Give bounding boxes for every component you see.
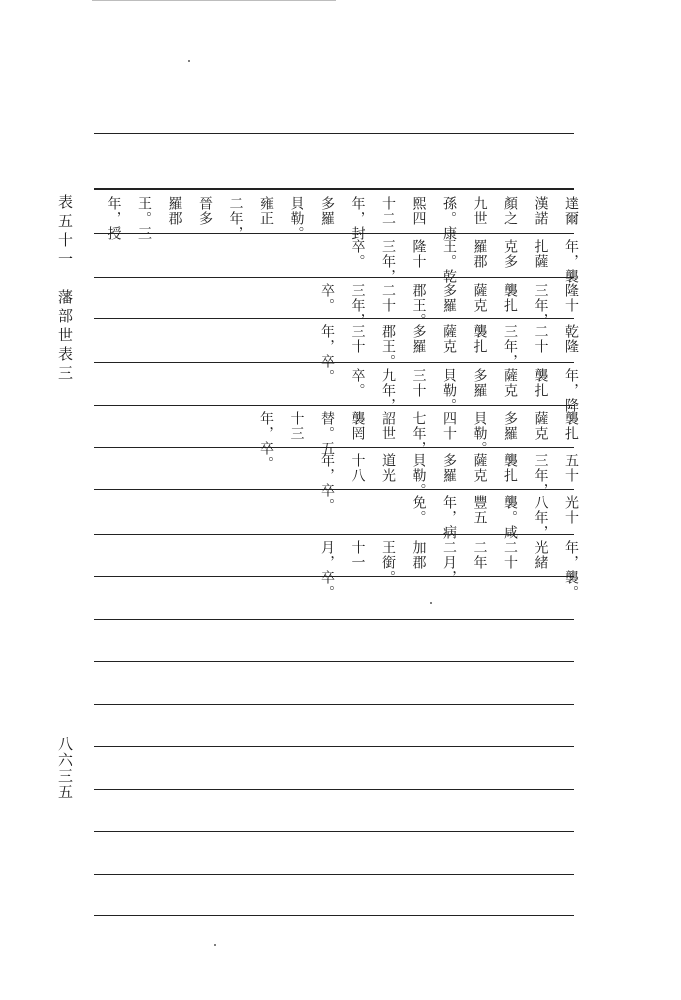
text-column: 卒。: [319, 283, 335, 313]
table-rule: [94, 188, 574, 190]
text-column: 三十: [349, 324, 366, 354]
text-column: 乾隆: [563, 324, 579, 354]
text-column: 卒。: [349, 368, 366, 398]
text-column: 十一: [349, 540, 366, 570]
text-column: 達爾: [563, 196, 579, 226]
text-column: 三年，: [380, 239, 396, 284]
text-column: 襲扎: [502, 453, 518, 483]
margin-title: 表五十一 藩部世表三: [56, 194, 74, 384]
text-column: 九世: [471, 196, 488, 226]
text-column: 貝勒。: [288, 196, 305, 241]
text-column: 九年，: [380, 368, 396, 413]
top-edge-line: [92, 0, 336, 1]
text-column: 王。乾: [441, 239, 457, 284]
text-column: 羅郡: [166, 196, 183, 226]
text-column: 年，襲。: [563, 540, 579, 600]
table-rule: [94, 318, 574, 319]
text-column: 克多: [502, 239, 518, 269]
print-speck: [188, 60, 190, 62]
table-rule: [94, 619, 574, 620]
text-column: 襲罔: [349, 411, 366, 441]
text-column: 八年，: [532, 495, 549, 540]
text-column: 四十: [441, 411, 457, 441]
text-column: 三年，: [532, 283, 549, 328]
table-rule: [94, 133, 574, 134]
page-number: 八六三五: [56, 736, 74, 800]
text-column: 孫。康: [441, 196, 457, 241]
text-column: 三年，: [532, 453, 549, 498]
text-column: 貝勒。: [471, 411, 488, 456]
text-column: 薩克: [471, 283, 488, 313]
text-column: 多羅: [441, 453, 457, 483]
text-column: 扎薩: [532, 239, 549, 269]
text-column: 羅郡: [471, 239, 488, 269]
print-speck: [430, 602, 432, 604]
text-column: 王。三: [136, 196, 152, 241]
text-column: 加郡: [410, 540, 427, 570]
text-column: 隆十: [410, 239, 427, 269]
text-column: 七年，: [410, 411, 427, 456]
text-column: 替。五: [319, 411, 335, 456]
print-speck: [214, 944, 216, 946]
text-column: 晉多: [197, 196, 213, 226]
text-column: 年，病: [441, 495, 457, 540]
text-column: 薩克: [532, 411, 549, 441]
text-column: 二月，: [441, 540, 457, 585]
text-column: 貝勒。: [441, 368, 457, 413]
text-column: 熙四: [410, 196, 427, 226]
table-rule: [94, 233, 574, 234]
text-column: 襲扎: [563, 411, 579, 441]
text-column: 年，卒。: [319, 324, 335, 384]
text-column: 多羅: [471, 368, 488, 398]
table-rule: [94, 661, 574, 662]
text-column: 二年，: [227, 196, 244, 241]
table-rule: [94, 746, 574, 747]
text-column: 三年，: [349, 283, 366, 328]
text-column: 漢諾: [532, 196, 549, 226]
text-column: 隆十: [563, 283, 579, 313]
text-column: 年，封: [349, 196, 366, 241]
table-rule: [94, 789, 574, 790]
table-rule: [94, 704, 574, 705]
text-column: 襲扎: [532, 368, 549, 398]
text-column: 十二: [380, 196, 396, 226]
text-column: 多羅: [410, 324, 427, 354]
text-column: 雍正: [258, 196, 274, 226]
text-column: 多羅: [441, 283, 457, 313]
text-column: 王銜。: [380, 540, 396, 585]
table-rule: [94, 277, 574, 278]
text-column: 郡王。: [410, 283, 427, 328]
text-column: 薩克: [441, 324, 457, 354]
text-column: 襲扎: [471, 324, 488, 354]
text-column: 襲。咸: [502, 495, 518, 540]
text-column: 卒。: [349, 239, 366, 269]
text-column: 三年，: [502, 324, 518, 369]
text-column: 三十: [410, 368, 427, 398]
text-column: 年，襲: [563, 239, 579, 284]
text-column: 免。: [410, 495, 427, 525]
text-column: 年，卒。: [258, 411, 274, 471]
table-rule: [94, 915, 574, 916]
text-column: 光緒: [532, 540, 549, 570]
text-column: 二十: [380, 283, 396, 313]
text-column: 多羅: [319, 196, 335, 226]
table-rule: [94, 405, 574, 406]
text-column: 多羅: [502, 411, 518, 441]
text-column: 月，卒。: [319, 540, 335, 600]
text-column: 二十: [532, 324, 549, 354]
text-column: 襲扎: [502, 283, 518, 313]
text-column: 薩克: [471, 453, 488, 483]
text-column: 二年: [471, 540, 488, 570]
text-column: 豐五: [471, 495, 488, 525]
text-column: 光十: [563, 495, 579, 525]
text-column: 貝勒。: [410, 453, 427, 498]
text-column: 顏之: [502, 196, 518, 226]
text-column: 二十: [502, 540, 518, 570]
text-column: 詔世: [380, 411, 396, 441]
text-column: 郡王。: [380, 324, 396, 369]
text-column: 道光: [380, 453, 396, 483]
text-column: 年，卒。: [319, 453, 335, 513]
text-column: 五十: [563, 453, 579, 483]
text-column: 年，降: [563, 368, 579, 413]
table-rule: [94, 874, 574, 875]
table-rule: [94, 831, 574, 832]
text-column: 十三: [288, 411, 305, 441]
text-column: 年，授: [105, 196, 122, 241]
text-column: 薩克: [502, 368, 518, 398]
text-column: 十八: [349, 453, 366, 483]
